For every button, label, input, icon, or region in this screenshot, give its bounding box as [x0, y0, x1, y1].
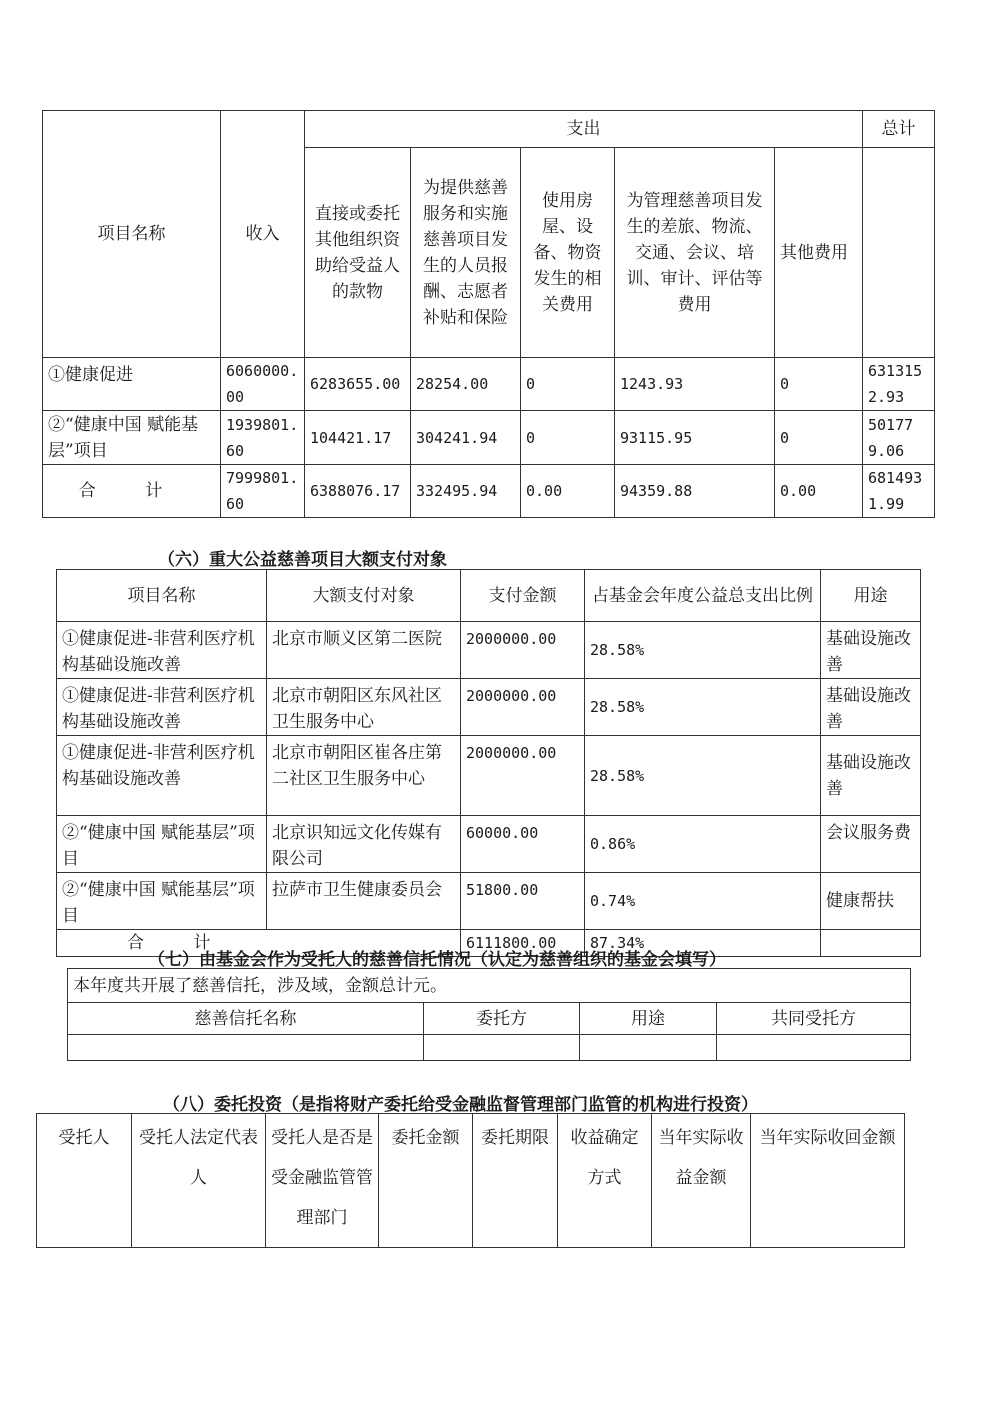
- header-project-name: 项目名称: [57, 570, 267, 622]
- header-co-trustee: 共同受托方: [717, 1003, 911, 1035]
- table-row: [57, 679, 921, 736]
- header-supervised: 受托人是否是受金融监管管理部门: [266, 1114, 379, 1248]
- header-purpose: 用途: [821, 570, 921, 622]
- row-amount: 2000000.00: [461, 736, 585, 816]
- header-project-name: 项目名称: [43, 111, 221, 358]
- total-purpose-blank: [821, 930, 921, 957]
- empty-cell: [717, 1035, 911, 1061]
- table-row: [57, 816, 921, 873]
- row-total-label: 合 计: [43, 465, 221, 518]
- header-legal-rep: 受托人法定代表人: [132, 1114, 266, 1248]
- header-purpose: 用途: [580, 1003, 717, 1035]
- header-principal: 委托方: [424, 1003, 580, 1035]
- row-direct: 6283655.00: [305, 358, 411, 411]
- row-ratio: 28.58%: [585, 679, 821, 736]
- row-other: 0.00: [775, 465, 863, 518]
- header-total: 总计: [863, 111, 935, 148]
- row-project-name: ①健康促进-非营利医疗机构基础设施改善: [57, 736, 267, 816]
- row-ratio: 0.74%: [585, 873, 821, 930]
- row-payee: 北京市朝阳区东风社区卫生服务中心: [267, 679, 461, 736]
- row-ratio: 28.58%: [585, 736, 821, 816]
- row-total: 6814931.99: [863, 465, 935, 518]
- table-row: [57, 873, 921, 930]
- table-row: [43, 358, 935, 411]
- header-total-blank: [863, 148, 935, 358]
- row-total: 6313152.93: [863, 358, 935, 411]
- header-term: 委托期限: [473, 1114, 558, 1248]
- row-payee: 北京市朝阳区崔各庄第二社区卫生服务中心: [267, 736, 461, 816]
- row-payee: 北京市顺义区第二医院: [267, 622, 461, 679]
- row-purpose: 基础设施改善: [821, 679, 921, 736]
- empty-cell: [580, 1035, 717, 1061]
- row-payee: 北京识知远文化传媒有限公司: [267, 816, 461, 873]
- header-staff-costs: 为提供慈善服务和实施慈善项目发生的人员报酬、志愿者补贴和保险: [411, 148, 521, 358]
- table-row: [57, 622, 921, 679]
- header-ratio: 占基金会年度公益总支出比例: [585, 570, 821, 622]
- row-payee: 拉萨市卫生健康委员会: [267, 873, 461, 930]
- row-other: 0: [775, 411, 863, 465]
- section8-title: （八）委托投资（是指将财产委托给受金融监督管理部门监管的机构进行投资）: [163, 1095, 758, 1115]
- row-project-name: ②“健康中国 赋能基层”项目: [43, 411, 221, 465]
- empty-cell: [68, 1035, 424, 1061]
- row-direct: 6388076.17: [305, 465, 411, 518]
- header-expense: 支出: [305, 111, 863, 148]
- trust-summary: 本年度共开展了慈善信托，涉及域，金额总计元。: [68, 969, 911, 1003]
- row-staff: 28254.00: [411, 358, 521, 411]
- row-project-name: ②“健康中国 赋能基层”项目: [57, 873, 267, 930]
- header-management-costs: 为管理慈善项目发生的差旅、物流、交通、会议、培训、审计、评估等费用: [615, 148, 775, 358]
- charity-trust-table: [67, 968, 911, 1061]
- header-income-method: 收益确定方式: [558, 1114, 652, 1248]
- row-project-name: ①健康促进-非营利医疗机构基础设施改善: [57, 679, 267, 736]
- row-total: 501779.06: [863, 411, 935, 465]
- row-direct: 104421.17: [305, 411, 411, 465]
- row-amount: 2000000.00: [461, 622, 585, 679]
- row-mgmt: 1243.93: [615, 358, 775, 411]
- row-staff: 332495.94: [411, 465, 521, 518]
- row-house: 0: [521, 358, 615, 411]
- header-trust-name: 慈善信托名称: [68, 1003, 424, 1035]
- row-purpose: 基础设施改善: [821, 622, 921, 679]
- row-staff: 304241.94: [411, 411, 521, 465]
- header-amount: 支付金额: [461, 570, 585, 622]
- section7-title: （七）由基金会作为受托人的慈善信托情况（认定为慈善组织的基金会填写）: [148, 950, 726, 970]
- row-mgmt: 94359.88: [615, 465, 775, 518]
- row-project-name: ①健康促进-非营利医疗机构基础设施改善: [57, 622, 267, 679]
- header-housing-costs: 使用房屋、设备、物资发生的相关费用: [521, 148, 615, 358]
- entrusted-investment-table: [36, 1113, 905, 1248]
- row-amount: 60000.00: [461, 816, 585, 873]
- row-house: 0: [521, 411, 615, 465]
- total-ratio: 87.34%: [585, 930, 821, 957]
- header-payee: 大额支付对象: [267, 570, 461, 622]
- row-income: 6060000.00: [221, 358, 305, 411]
- row-project-name: ①健康促进: [43, 358, 221, 411]
- row-ratio: 28.58%: [585, 622, 821, 679]
- row-other: 0: [775, 358, 863, 411]
- row-house: 0.00: [521, 465, 615, 518]
- row-amount: 2000000.00: [461, 679, 585, 736]
- header-entrusted-amount: 委托金额: [379, 1114, 473, 1248]
- large-payment-table: [56, 569, 921, 957]
- header-actual-income: 当年实际收益金额: [652, 1114, 751, 1248]
- table-row: [57, 736, 921, 816]
- row-purpose: 会议服务费: [821, 816, 921, 873]
- row-purpose: 健康帮扶: [821, 873, 921, 930]
- header-actual-recovered: 当年实际收回金额: [751, 1114, 905, 1248]
- section6-title: （六）重大公益慈善项目大额支付对象: [158, 550, 447, 570]
- row-ratio: 0.86%: [585, 816, 821, 873]
- total-amount: 6111800.00: [461, 930, 585, 957]
- header-other-costs: 其他费用: [775, 148, 863, 358]
- row-project-name: ②“健康中国 赋能基层”项目: [57, 816, 267, 873]
- row-purpose: 基础设施改善: [821, 736, 921, 816]
- table-row: [43, 465, 935, 518]
- header-trustee: 受托人: [37, 1114, 132, 1248]
- income-expense-table: [42, 110, 935, 518]
- header-direct-funding: 直接或委托其他组织资助给受益人的款物: [305, 148, 411, 358]
- table-row: [68, 1035, 911, 1061]
- row-income: 7999801.60: [221, 465, 305, 518]
- total-label: 合 计: [57, 930, 461, 957]
- empty-cell: [424, 1035, 580, 1061]
- header-income: 收入: [221, 111, 305, 358]
- row-income: 1939801.60: [221, 411, 305, 465]
- row-mgmt: 93115.95: [615, 411, 775, 465]
- row-amount: 51800.00: [461, 873, 585, 930]
- table-row: [43, 411, 935, 465]
